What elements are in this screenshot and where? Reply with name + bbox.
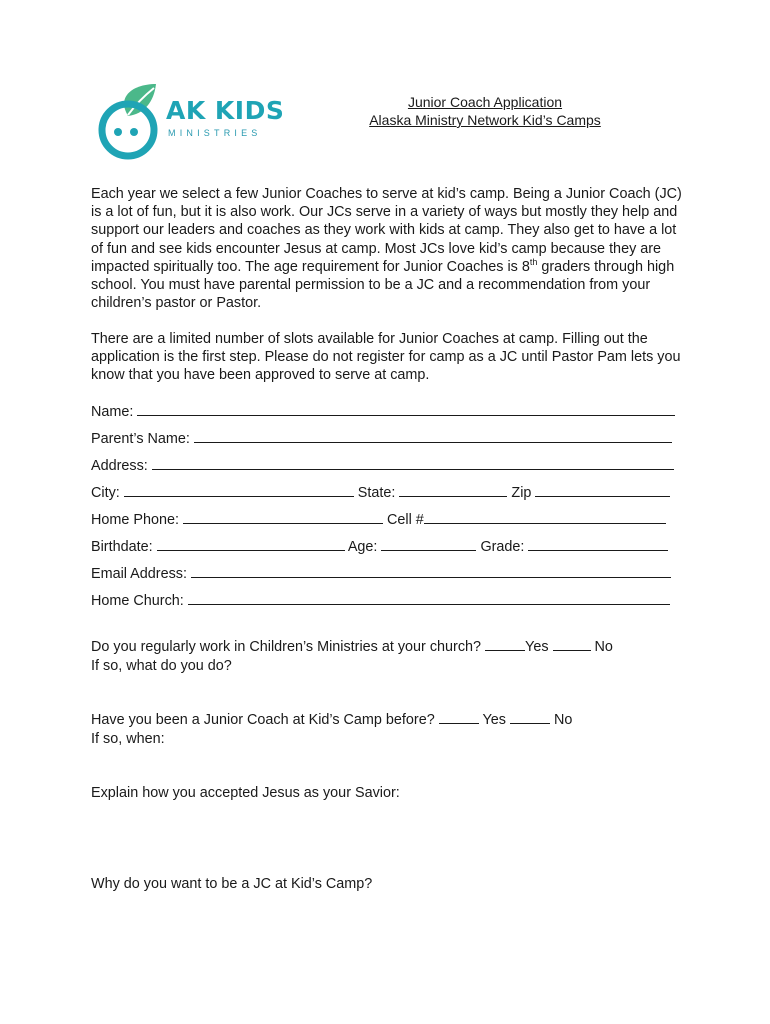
- page-title: Junior Coach Application: [407, 94, 563, 110]
- birthdate-label: Birthdate:: [91, 539, 153, 555]
- zip-field[interactable]: [535, 484, 670, 497]
- address-field[interactable]: [152, 457, 674, 470]
- email-field[interactable]: [191, 565, 671, 578]
- page-subtitle: Alaska Ministry Network Kid’s Camps: [369, 112, 601, 128]
- birthdate-row: [91, 538, 668, 556]
- city-field[interactable]: [124, 484, 354, 497]
- q1-yes-label: Yes: [525, 639, 549, 655]
- name-field[interactable]: [137, 403, 675, 416]
- parent-name-field[interactable]: [194, 430, 672, 443]
- state-label: State:: [357, 485, 396, 501]
- q1-yes-field[interactable]: [485, 638, 525, 651]
- age-field[interactable]: [381, 538, 476, 551]
- zip-label: Zip: [511, 485, 532, 501]
- email-label: Email Address:: [91, 566, 187, 582]
- phone-row: [91, 511, 666, 529]
- q1-no-label: No: [594, 639, 613, 655]
- home-phone-label: Home Phone:: [91, 512, 179, 528]
- grade-field[interactable]: [528, 538, 668, 551]
- intro-text-part1: Each year we select a few Junior Coaches to serve at kid’s camp. Being a Junior Coach (JC) is a lot of fun, but it is also work. Our JCs serve in a variety of ways but mostly they help and support our leaders and coaches as they work with kids at camp. They also get to have a lot of fun and see kids encounter Jesus at camp. Most JCs love kid’s camp because they are impacted spiritually too. The age requirement for Junior Coaches is 8: [91, 186, 682, 275]
- q2-no-label: No: [553, 712, 573, 728]
- email-row: [91, 565, 671, 583]
- kid-face-leaf-icon: [98, 82, 168, 162]
- question-3-text: Explain how you accepted Jesus as your Savior:: [91, 785, 400, 801]
- q2-yes-field[interactable]: [439, 711, 479, 724]
- question-1-text: Do you regularly work in Children’s Ministries at your church?: [91, 639, 482, 655]
- intro-text-part2: graders through high school. You must have parental permission to be a JC and a recommendation from your children’s pastor or Pastor.: [91, 258, 675, 312]
- state-field[interactable]: [399, 484, 507, 497]
- intro-superscript: th: [529, 257, 538, 268]
- question-2-text: Have you been a Junior Coach at Kid’s Camp before?: [91, 712, 435, 728]
- slots-text: There are a limited number of slots available for Junior Coaches at camp. Filling out the application is the first step. Please do not register for camp as a JC until Pastor Pam lets you know that you have been approved to serve at camp.: [91, 331, 681, 384]
- parent-name-label: Parent’s Name:: [91, 431, 190, 447]
- parent-name-row: [91, 430, 672, 448]
- birthdate-field[interactable]: [157, 538, 345, 551]
- home-phone-field[interactable]: [183, 511, 383, 524]
- question-4-text: Why do you want to be a JC at Kid’s Camp?: [91, 876, 373, 892]
- cell-field[interactable]: [424, 511, 666, 524]
- intro-paragraph: [91, 185, 691, 312]
- name-row: [91, 403, 675, 421]
- question-1-follow-up: If so, what do you do?: [91, 658, 232, 674]
- ak-kids-logo: [98, 82, 283, 162]
- cell-label: Cell #: [387, 512, 424, 528]
- address-row: [91, 457, 674, 475]
- q2-no-field[interactable]: [510, 711, 550, 724]
- home-church-row: [91, 592, 670, 610]
- home-church-label: Home Church:: [91, 593, 184, 609]
- city-label: City:: [91, 485, 120, 501]
- home-church-field[interactable]: [188, 592, 670, 605]
- q1-no-field[interactable]: [553, 638, 591, 651]
- age-label: Age:: [347, 539, 378, 555]
- q2-yes-label: Yes: [482, 712, 506, 728]
- logo-subtitle-text: MINISTRIES: [168, 128, 262, 138]
- address-label: Address:: [91, 458, 148, 474]
- question-2-row: [91, 711, 572, 729]
- question-2-follow-up: If so, when:: [91, 731, 165, 747]
- logo-brand-text: AK KIDS: [166, 96, 285, 125]
- question-1-row: [91, 638, 613, 656]
- name-label: Name:: [91, 404, 134, 420]
- city-state-zip-row: [91, 484, 670, 502]
- slots-paragraph: [91, 330, 691, 385]
- grade-label: Grade:: [480, 539, 525, 555]
